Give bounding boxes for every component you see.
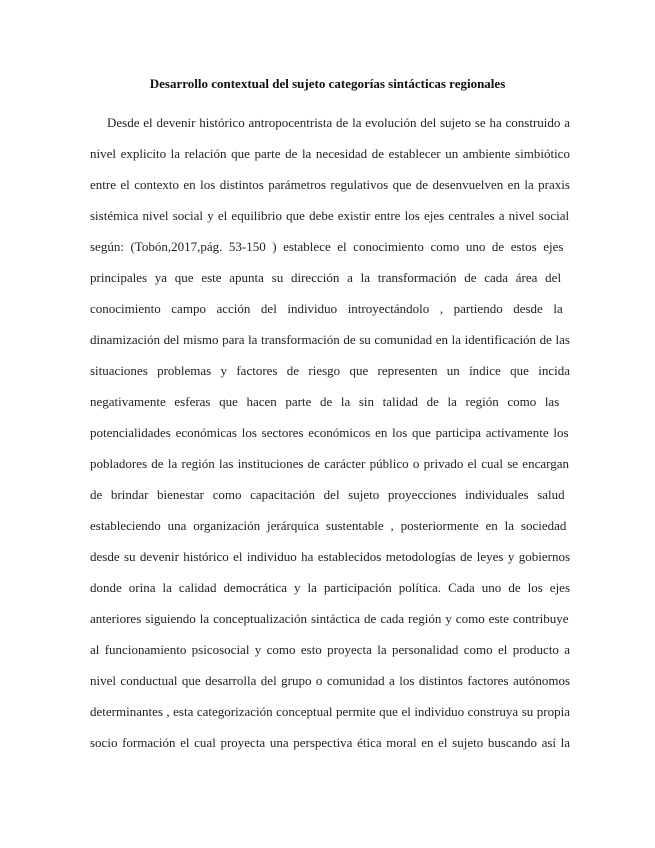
paragraph-line: estableciendo una organización jerárquica sustentable , posteriormente en la sociedad bbox=[90, 518, 567, 533]
paragraph-line: nivel conductual que desarrolla del grupo o comunidad a los distintos factores autónomos bbox=[90, 673, 571, 688]
paragraph-line: desde su devenir histórico el individuo ha establecidos metodologías de leyes y gobiernos bbox=[90, 549, 571, 564]
document-title: Desarrollo contextual del sujeto categorías sintácticas regionales bbox=[149, 76, 506, 91]
paragraph-line: negativamente esferas que hacen parte de la sin talidad de la región como las bbox=[90, 394, 560, 409]
paragraph-line: socio formación el cual proyecta una perspectiva ética moral en el sujeto buscando así la bbox=[90, 735, 571, 750]
paragraph-line: principales ya que este apunta su dirección a la transformación de cada área del bbox=[90, 270, 562, 285]
paragraph-line: Desde el devenir histórico antropocentrista de la evolución del sujeto se ha construido a bbox=[107, 115, 570, 130]
paragraph-line: conocimiento campo acción del individuo introyectándolo , partiendo desde la bbox=[90, 301, 563, 316]
paragraph-line: situaciones problemas y factores de riesgo que representen un índice que incida bbox=[90, 363, 570, 378]
paragraph-line: anteriores siguiendo la conceptualización sintáctica de cada región y como este contribuye bbox=[90, 611, 569, 626]
paragraph-line: según: (Tobón,2017,pág. 53-150 ) establece el conocimiento como uno de estos ejes bbox=[90, 239, 564, 254]
document-body bbox=[90, 115, 570, 766]
paragraph-line: donde orina la calidad democrática y la participación política. Cada uno de los ejes bbox=[90, 580, 571, 595]
paragraph-line: determinantes , esta categorización conceptual permite que el individuo construya su propia bbox=[90, 704, 570, 719]
paragraph-line: dinamización del mismo para la transformación de su comunidad en la identificación de las bbox=[90, 332, 570, 347]
paragraph-line: pobladores de la región las instituciones de carácter público o privado el cual se encargan bbox=[90, 456, 569, 471]
paragraph-line: sistémica nivel social y el equilibrio que debe existir entre los ejes centrales a nivel social bbox=[90, 208, 570, 223]
paragraph-line: potencialidades económicas los sectores económicos en los que participa activamente los bbox=[90, 425, 569, 440]
paragraph-line: de brindar bienestar como capacitación del sujeto proyecciones individuales salud bbox=[90, 487, 565, 502]
paragraph-line: nivel explicito la relación que parte de la necesidad de establecer un ambiente simbiótico bbox=[90, 146, 570, 161]
paragraph-line: entre el contexto en los distintos parámetros regulativos que de desenvuelven en la praxis bbox=[90, 177, 570, 192]
paragraph-line: al funcionamiento psicosocial y como esto proyecta la personalidad como el producto a bbox=[90, 642, 571, 657]
